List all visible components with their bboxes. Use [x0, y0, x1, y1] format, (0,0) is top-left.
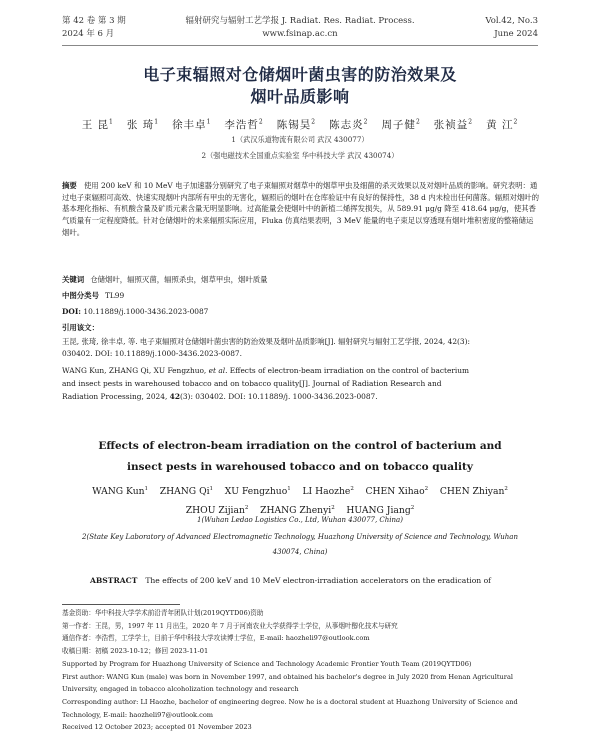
title-en-line1: Effects of electron-beam irradiation on the control of bacterium and — [98, 440, 502, 452]
author-en: HUANG Jiang$^2$ — [346, 505, 415, 517]
title-cn-line1: 电子束辐照对仓储烟叶菌虫害的防治效果及 — [143, 65, 457, 84]
abstract-en — [90, 576, 510, 585]
author-cn: 徐丰卓$^1$ — [172, 118, 212, 131]
footnote-dates-cn: 收稿日期：初稿 2023-10-12；修回 2023-11-01 — [62, 647, 209, 656]
doi-label: DOI: — [62, 307, 82, 316]
doi-value[interactable]: 10.11889/j.1000-3436.2023-0087 — [83, 307, 209, 316]
abstract-cn-text: 使用 200 keV 和 10 MeV 电子加速器分别研究了电子束辐照对烟草中的烟草甲虫及细菌的杀灭效果以及对烟叶品质的影响。研究表明：通过电子束辐照可高效、快速实现烟叶内部所有甲虫的无害化，辐照后的烟叶在仓库验证中有良好的保持性，38 d 内未检出任何菌落。辐照对烟叶的基本理化指标、有机酸含量及矿质元素含量无明显影响。过高能量会使烟叶中的新植二烯挥发损失，从 589.91 μg/g 降至 418.64 μg/g，使其香气质量有一定程度降低。针对仓储烟叶的未来辐照实际应用，Fluka 仿真结果表明，3 MeV 能量的电子束足以穿透现有烟叶堆积密度的整箱储运烟叶。 — [62, 181, 540, 237]
keywords-cn — [62, 274, 268, 285]
header-right — [485, 15, 538, 41]
citation-en: WANG Kun, ZHANG Qi, XU Fengzhuo, et al. Effects of electron-beam irradiation on the control of bacterium and insect pests in warehoused tobacco and on tobacco quality[J]. Journal of Radiation Research and Radiation Processing, 2024, 42(3): 030402. DOI: 10.11889/j. 1000-3436.2023-0087. — [62, 366, 469, 401]
author-cn: 张 琦$^1$ — [126, 118, 160, 131]
footnote-dates-en: Received 12 October 2023; accepted 01 November 2023 — [62, 723, 252, 732]
author-cn: 陈志炎$^2$ — [329, 118, 369, 131]
keywords-text: 仓储烟叶，辐照灭菌，辐照杀虫，烟草甲虫，烟叶质量 — [90, 275, 268, 284]
authors-cn — [0, 117, 600, 132]
footnote-funding-en: Supported by Program for Huazhong University of Science and Technology Academic Frontier Youth Team (2019QYTD06) — [62, 659, 472, 668]
author-en: CHEN Zhiyan$^2$ — [439, 486, 508, 498]
author-en: ZHANG Zhenyi$^2$ — [260, 505, 335, 517]
author-cn: 黄 江$^2$ — [486, 118, 519, 131]
journal-website[interactable]: www.fsinap.ac.cn — [262, 29, 338, 39]
title-cn-line2: 烟叶品质影响 — [250, 87, 350, 106]
author-en: WANG Kun$^1$ — [92, 486, 149, 498]
footnote-funding-cn: 基金资助：华中科技大学学术前沿青年团队计划(2019QYTD06)资助 — [62, 609, 264, 617]
title-cn — [0, 64, 600, 108]
clc-label: 中图分类号 — [62, 291, 99, 300]
footnotes — [62, 607, 540, 734]
footnote-corresponding-cn: 通信作者：李浩哲，工学学士，目前于华中科技大学攻读博士学位，E-mail: haozheli97@outlook.com — [62, 634, 370, 643]
authors-en — [0, 481, 600, 519]
affiliation-cn-1: 1（武汉乐道物流有限公司 武汉 430077） — [231, 135, 369, 144]
header-divider — [62, 45, 538, 46]
keywords-label: 关键词 — [62, 275, 85, 284]
date-cn: 2024 年 6 月 — [62, 29, 115, 39]
author-cn: 周子健$^2$ — [381, 118, 421, 131]
author-en: ZHOU Zijian$^2$ — [185, 505, 249, 517]
author-cn: 陈锡昊$^2$ — [276, 118, 317, 131]
title-en — [0, 436, 600, 478]
abstract-en-text: The effects of 200 keV and 10 MeV electron-irradiation accelerators on the eradication of — [145, 576, 491, 585]
author-en: ZHANG Qi$^1$ — [159, 486, 214, 498]
author-cn: 张祯益$^2$ — [433, 118, 474, 131]
doi — [62, 307, 208, 316]
volume-issue-en: Vol.42, No.3 — [485, 16, 538, 26]
clc-value: TL99 — [104, 291, 125, 300]
classification-number — [62, 290, 124, 301]
footnote-first-author-en: First author: WANG Kun (male) was born in November 1997, and obtained his bachelor's degree in July 2020 from Henan Agricultural University, engaged in tobacco alcoholization technology and research — [62, 672, 513, 694]
abstract-cn-label: 摘要 — [62, 181, 77, 190]
author-cn: 李浩哲$^2$ — [224, 118, 264, 131]
affiliation-cn-2: 2（强电磁技术全国重点实验室 华中科技大学 武汉 430074） — [201, 151, 399, 160]
date-en: June 2024 — [494, 29, 538, 39]
author-en: LI Haozhe$^2$ — [302, 486, 354, 498]
title-en-line2: insect pests in warehoused tobacco and on tobacco quality — [127, 461, 473, 473]
footnote-divider — [62, 604, 180, 605]
footnote-first-author-cn: 第一作者：王昆，男，1997 年 11 月出生，2020 年 7 月于河南农业大学获得学士学位，从事烟叶醇化技术与研究 — [62, 621, 398, 630]
affiliation-en-1: 1(Wuhan Ledao Logistics Co., Ltd, Wuhan 430077, China) — [197, 516, 403, 524]
footnote-corresponding-en: Corresponding author: LI Haozhe, bachelor of engineering degree. Now he is a doctoral student at Huazhong University of Science and Technology, E-mail: haozheli97@outlook.com — [62, 697, 518, 719]
author-en: CHEN Xihao$^2$ — [365, 486, 429, 498]
journal-name: 辐射研究与辐射工艺学报 J. Radiat. Res. Radiat. Process. — [185, 16, 415, 26]
affiliation-en-2: 2(State Key Laboratory of Advanced Electromagnetic Technology, Huazhong University of Science and Technology, Wuhan 430074, China) — [82, 533, 518, 556]
abstract-cn — [62, 180, 540, 239]
citation-cn: 王昆, 张琦, 徐丰卓, 等. 电子束辐照对仓储烟叶菌虫害的防治效果及烟叶品质影响[J]. 辐射研究与辐射工艺学报, 2024, 42(3): 030402. DOI: 10.11889/j.1000-3436.2023-0087. — [62, 337, 470, 358]
authors-en-row1 — [0, 481, 600, 500]
citation-label: 引用该文： — [62, 323, 99, 332]
volume-issue-cn: 第 42 卷 第 3 期 — [62, 16, 126, 26]
author-en: XU Fengzhuo$^1$ — [224, 486, 291, 498]
abstract-en-label: ABSTRACT — [90, 576, 138, 585]
author-cn: 王 昆$^1$ — [81, 118, 114, 131]
